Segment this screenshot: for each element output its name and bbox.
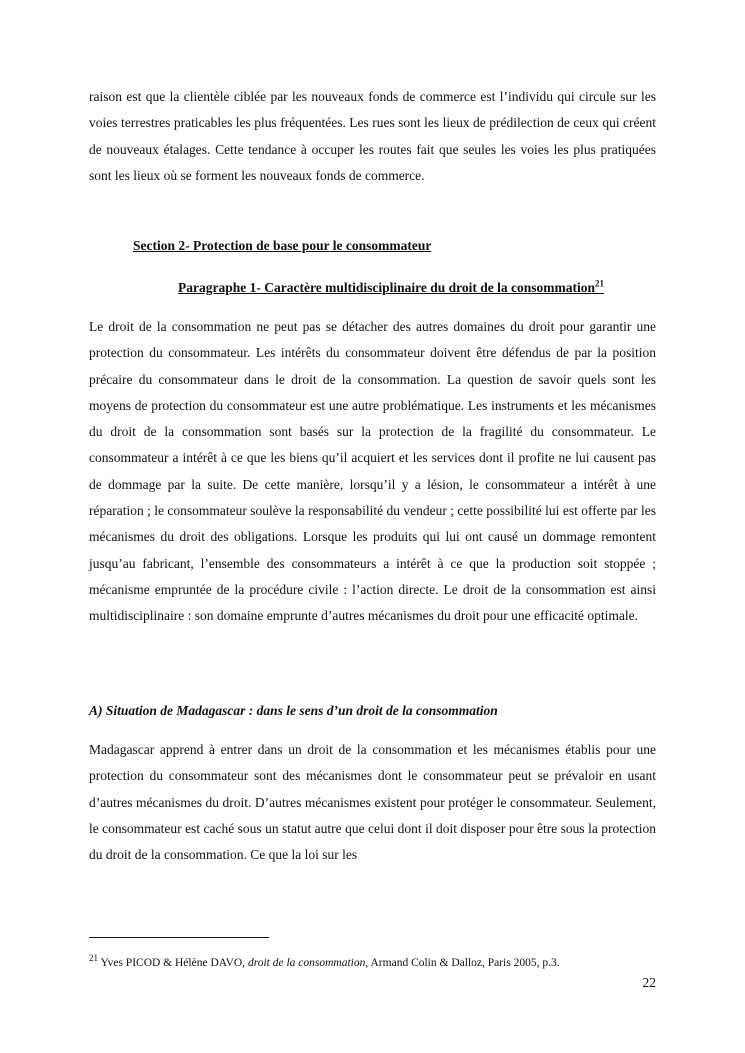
section-heading: Section 2- Protection de base pour le consommateur	[133, 238, 432, 253]
paragraph-heading-text: Paragraphe 1- Caractère multidisciplinaire du droit de la consommation	[178, 280, 595, 295]
footnote	[89, 955, 560, 971]
footnote-number: 21	[89, 953, 98, 964]
subsection-heading: A) Situation de Madagascar : dans le sens d’un droit de la consommation	[89, 703, 498, 718]
body-paragraph-intro: raison est que la clientèle ciblée par les nouveaux fonds de commerce est l’individu qui circule sur les voies terrestres praticables les plus fréquentées. Les rues sont les lieux de prédilection de ceux qui créent de nouveaux étalages. Cette tendance à occuper les routes fait que seules les voies les plus pratiquées sont les lieux où se forment les nouveaux fonds de commerce.	[89, 89, 656, 183]
footnote-authors: Yves PICOD & Hélène DAVO,	[98, 957, 248, 969]
paragraph-heading	[178, 278, 604, 298]
footnote-publication: , Armand Colin & Dalloz, Paris 2005, p.3.	[365, 957, 560, 969]
footnote-reference[interactable]: 21	[594, 278, 604, 289]
footnote-title: droit de la consommation	[247, 957, 366, 969]
footnote-divider	[89, 937, 269, 938]
page-number: 22	[642, 975, 656, 990]
body-paragraph-madagascar: Madagascar apprend à entrer dans un droit de la consommation et les mécanismes établis pour une protection du consommateur sont des mécanismes dont le consommateur peut se prévaloir en usant d’autres mécanismes du droit. D’autres mécanismes existent pour protéger le consommateur. Seulement, le consommateur est caché sous un statut autre que celui dont il doit disposer pour être sous la protection du droit de la consommation. Ce que la loi sur les	[89, 742, 656, 863]
body-paragraph-multidisciplinary: Le droit de la consommation ne peut pas se détacher des autres domaines du droit pour garantir une protection du consommateur. Les intérêts du consommateur doivent être défendus de par la position précaire du consommateur dans le droit de la consommation. La question de savoir quels sont les moyens de protection du consommateur est une autre problématique. Les instruments et les mécanismes du droit de la consommation sont basés sur la protection de la fragilité du consommateur. Le consommateur a intérêt à ce que les biens qu’il acquiert et les services dont il profite ne lui causent pas de dommage par la suite. De cette manière, lorsqu’il y a lésion, le consommateur a intérêt à une réparation ; le consommateur soulève la responsabilité du vendeur ; cette possibilité lui est offerte par les mécanismes du droit des obligations. Lorsque les produits qui lui ont causé un dommage remontent jusqu’au fabricant, l’ensemble des consommateurs a intérêt à ce que la production soit stoppée ; mécanisme empruntée de la procédure civile : l’action directe. Le droit de la consommation est ainsi multidisciplinaire : son domaine emprunte d’autres mécanismes du droit pour une efficacité optimale.	[89, 319, 656, 624]
